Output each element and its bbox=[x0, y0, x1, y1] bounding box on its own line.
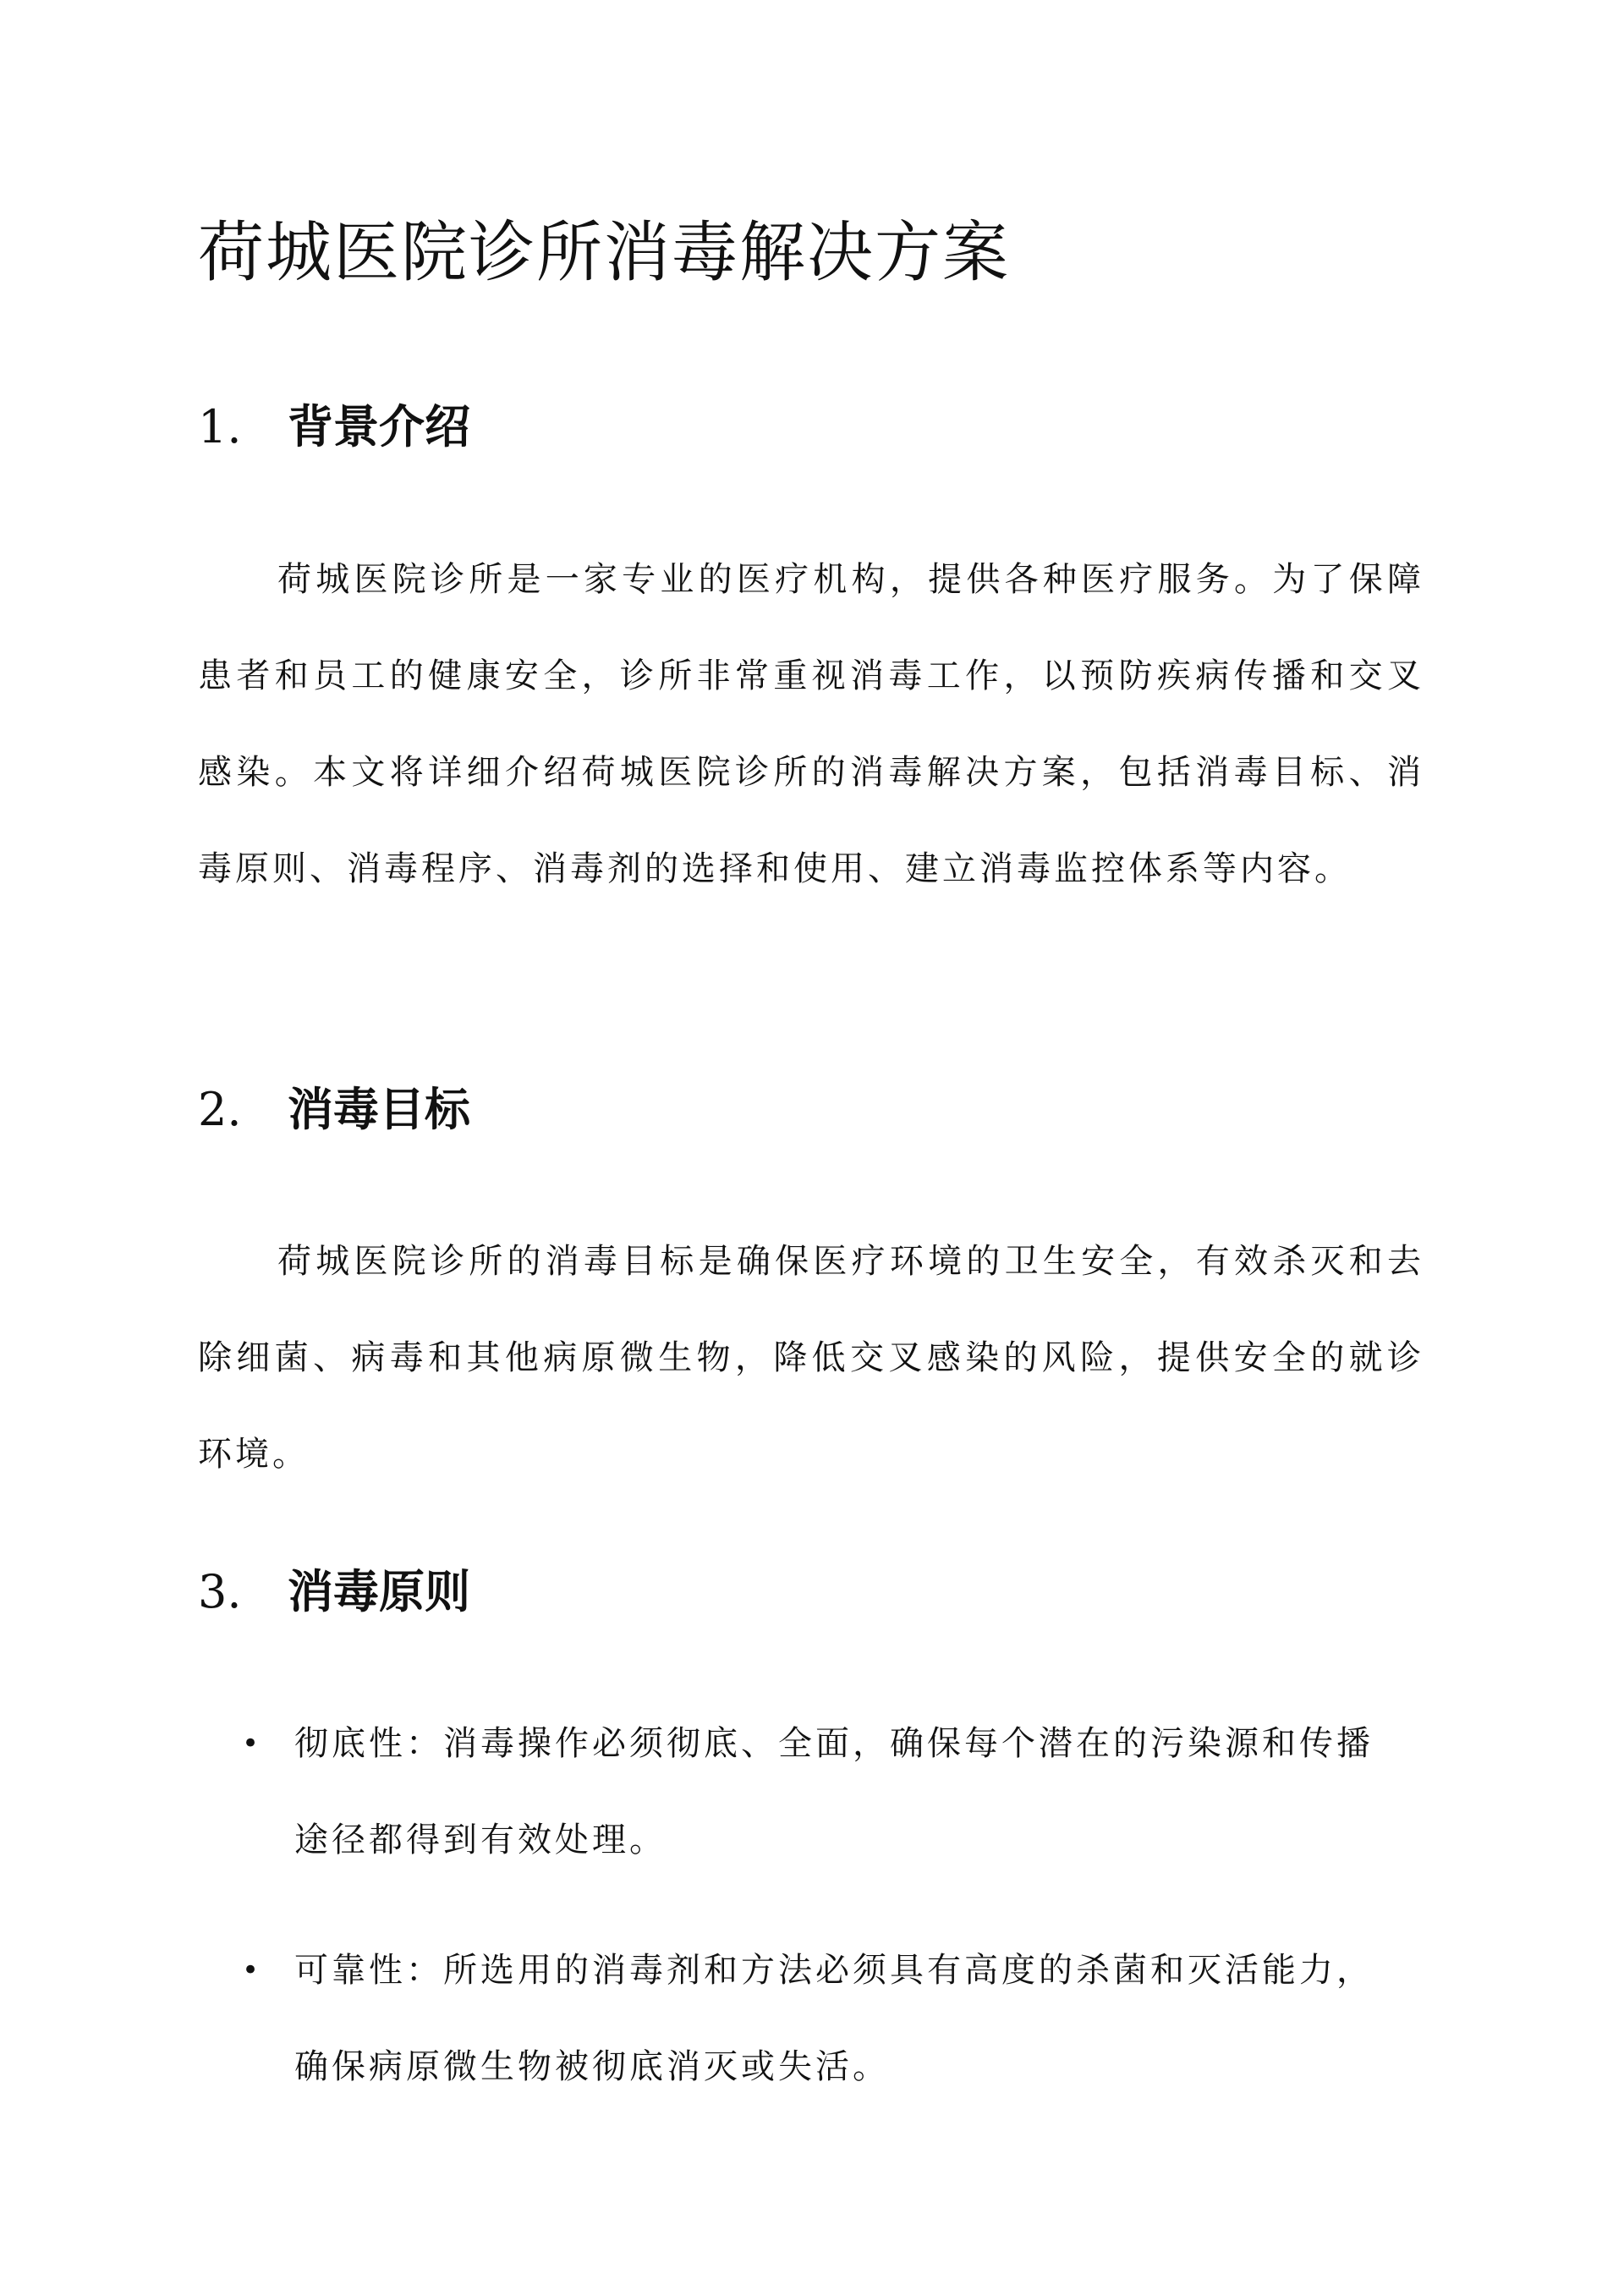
section-heading-principles bbox=[198, 1564, 470, 1618]
list-item-text: 可靠性：所选用的消毒剂和方法必须具有高度的杀菌和灭活能力，确保病原微生物被彻底消灭或失活。 bbox=[294, 1951, 1374, 2086]
section-number: 3. bbox=[198, 1565, 242, 1618]
section-title: 背景介绍 bbox=[288, 399, 470, 453]
section-heading-goals bbox=[198, 1082, 470, 1136]
list-item bbox=[242, 1695, 1409, 1888]
section-number: 2. bbox=[198, 1083, 242, 1136]
background-paragraph: 荷城医院诊所是一家专业的医疗机构，提供各种医疗服务。为了保障患者和员工的健康安全，诊所非常重视消毒工作，以预防疾病传播和交叉感染。本文将详细介绍荷城医院诊所的消毒解决方案，包括消毒目标、消毒原则、消毒程序、消毒剂的选择和使用、建立消毒监控体系等内容。 bbox=[198, 560, 1424, 888]
document-title: 荷城医院诊所消毒解决方案 bbox=[198, 215, 1011, 291]
list-item-text: 彻底性：消毒操作必须彻底、全面，确保每个潜在的污染源和传播途径都得到有效处理。 bbox=[294, 1724, 1374, 1859]
goals-paragraph: 荷城医院诊所的消毒目标是确保医疗环境的卫生安全，有效杀灭和去除细菌、病毒和其他病原微生物，降低交叉感染的风险，提供安全的就诊环境。 bbox=[198, 1242, 1424, 1474]
section-title: 消毒原则 bbox=[288, 1564, 470, 1618]
bullet-dot-icon: • bbox=[242, 1727, 263, 1760]
bullet-dot-icon: • bbox=[242, 1953, 263, 1987]
section-title: 消毒目标 bbox=[288, 1082, 470, 1136]
list-item bbox=[242, 1922, 1409, 2115]
section-heading-background bbox=[198, 399, 470, 453]
section-number: 1. bbox=[198, 400, 242, 453]
